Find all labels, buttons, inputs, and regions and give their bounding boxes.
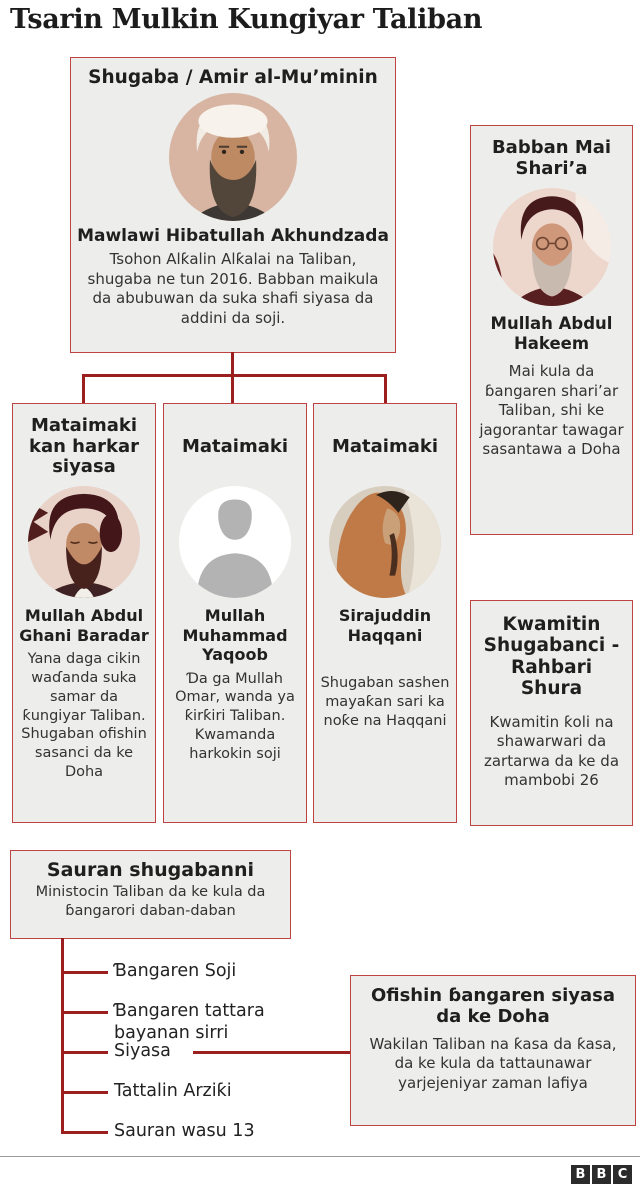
page-title: Tsarin Mulkin Kungiyar Taliban	[10, 4, 483, 35]
connector-tree-tick-4	[61, 1091, 108, 1094]
chief-justice-role: Babban Mai Shari’a	[491, 137, 612, 179]
chief-justice-desc: Mai kula da ɓangaren shari’ar Taliban, shi ke jagorantar tawagar sasantawa a Doha	[479, 362, 624, 458]
deputy-political-desc: Yana daga cikin waɗanda suka samar da ƙungiyar Taliban. Shugaban ofishin sasanci da ke Doha	[21, 651, 147, 781]
connector-tree-tick-3	[61, 1051, 108, 1054]
bbc-logo-block-1: B	[571, 1165, 590, 1184]
deputy-yaqoob-name: Mullah Muhammad Yaqoob	[182, 606, 288, 665]
connector-deputy2-down	[231, 374, 234, 403]
bbc-logo	[571, 1165, 632, 1184]
footer-divider	[0, 1156, 640, 1157]
connector-tree-vertical	[61, 938, 64, 1134]
deputy-political-role: Mataimaki kan harkar siyasa	[28, 414, 140, 478]
deputy-yaqoob-card	[163, 403, 307, 823]
deputy-haqqani-desc: Shugaban sashen mayaƙan sari ka noƙe na Haqqani	[320, 675, 450, 729]
shura-card	[470, 600, 633, 826]
leader-name: Mawlawi Hibatullah Akhundzada	[77, 226, 389, 247]
deputy-haqqani-role: Mataimaki	[331, 435, 439, 457]
connector-tree-tick-2	[61, 1011, 108, 1014]
connector-tree-tick-5	[61, 1131, 108, 1134]
connector-deputy1-down	[82, 374, 85, 403]
leader-photo	[169, 93, 297, 221]
bbc-logo-block-3: C	[613, 1165, 632, 1184]
leader-role: Shugaba / Amir al-Mu’minin	[88, 67, 378, 88]
chief-justice-name: Mullah Abdul Hakeem	[490, 313, 613, 353]
deputy-yaqoob-role: Mataimaki	[181, 435, 289, 457]
doha-office-title: Ofishin ɓangaren siyasa da ke Doha	[370, 985, 616, 1027]
other-leaders-card	[10, 850, 291, 939]
tree-item-economy: Tattalin Arziƙi	[114, 1081, 232, 1101]
deputy-yaqoob-desc: Ɗa ga Mullah Omar, wanda ya ƙirƙiri Taliban. Kwamanda harkokin soji	[175, 670, 295, 762]
leader-desc: Tsohon Alƙalin Alƙalai na Taliban, shugaba ne tun 2016. Babban maikula da abubuwan da suka shafi siyasa da addini da soji.	[87, 250, 379, 327]
connector-tree-tick-1	[61, 971, 108, 974]
other-leaders-title: Sauran shugabanni	[46, 859, 255, 881]
chief-justice-card	[470, 125, 633, 535]
connector-deputies-horizontal	[82, 374, 387, 377]
tree-item-politics: Siyasa	[114, 1041, 171, 1061]
chief-justice-photo	[493, 188, 611, 306]
connector-deputy3-down	[384, 374, 387, 403]
doha-office-card	[350, 975, 636, 1126]
tree-item-others: Sauran wasu 13	[114, 1121, 255, 1141]
deputy-political-photo	[28, 486, 140, 598]
deputy-haqqani-name: Sirajuddin Haqqani	[338, 606, 432, 645]
shura-title: Kwamitin Shugabanci -Rahbari Shura	[483, 614, 620, 700]
bbc-logo-block-2: B	[592, 1165, 611, 1184]
other-leaders-desc: Ministocin Taliban da ke kula da ɓangarori daban-daban	[35, 884, 266, 919]
deputy-political-card	[12, 403, 156, 823]
leader-card	[70, 57, 396, 353]
doha-office-desc: Wakilan Taliban na ƙasa da ƙasa, da ke kula da tattaunawar yarjejeniyar zaman lafiya	[369, 1034, 617, 1092]
tree-item-intelligence: Ɓangaren tattara bayanan sirri	[114, 1001, 265, 1043]
tree-item-military: Ɓangaren Soji	[114, 961, 237, 981]
silhouette-placeholder-photo	[179, 486, 291, 598]
shura-desc: Kwamitin ƙoli na shawarwari da zartarwa da ke da mambobi 26	[483, 712, 620, 790]
deputy-political-name: Mullah Abdul Ghani Baradar	[19, 606, 149, 645]
deputy-haqqani-card	[313, 403, 457, 823]
deputy-haqqani-photo	[329, 486, 441, 598]
